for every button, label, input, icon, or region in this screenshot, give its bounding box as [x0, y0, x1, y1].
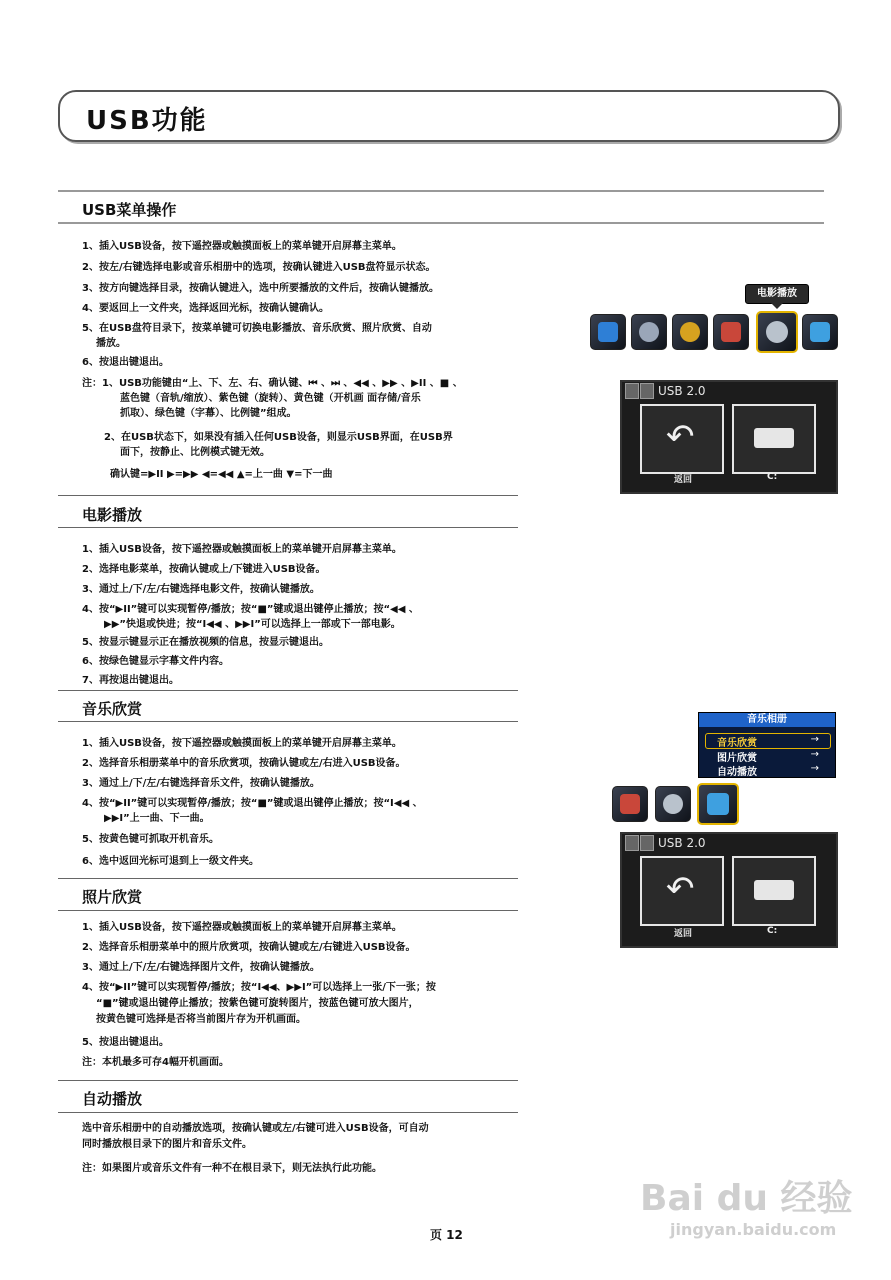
- text-line: 1、插入USB设备，按下遥控器或触摸面板上的菜单键开启屏幕主菜单。: [82, 241, 402, 252]
- usb-screen-music: [620, 832, 838, 948]
- text-line: 6、按绿色键显示字幕文件内容。: [82, 656, 229, 667]
- text-line: 4、要返回上一文件夹，选择返回光标，按确认键确认。: [82, 303, 329, 314]
- section-heading-movie: 电影播放: [82, 506, 143, 524]
- baidu-watermark-url: jingyan.baidu.com: [670, 1220, 837, 1239]
- text-line: 6、选中返回光标可退到上一级文件夹。: [82, 856, 259, 867]
- picture-icon[interactable]: [612, 786, 648, 822]
- back-tile[interactable]: [640, 856, 724, 926]
- divider: [58, 910, 518, 911]
- back-label: 返回: [674, 475, 693, 485]
- text-line: 按黄色键可选择是否将当前图片存为开机画面。: [96, 1014, 306, 1025]
- drive-tile[interactable]: [732, 404, 816, 474]
- drive-icon: [754, 428, 794, 448]
- usb-header: USB 2.0: [658, 384, 706, 398]
- page-title-box: [58, 90, 840, 142]
- text-line: 4、按“▶II”键可以实现暂停/播放；按“■”键或退出键停止播放；按“I◀◀ 、: [82, 798, 423, 809]
- arrow-right-icon: →: [810, 734, 819, 745]
- tag-icon: [640, 835, 654, 851]
- key-legend: 确认键=▶II ▶=▶▶ ◀=◀◀ ▲=上一曲 ▼=下一曲: [110, 469, 333, 480]
- menu-item-music[interactable]: 音乐欣赏: [717, 738, 757, 749]
- text-line: 同时播放根目录下的图片和音乐文件。: [82, 1139, 252, 1150]
- tag-icon: [625, 835, 639, 851]
- gear-icon[interactable]: [672, 314, 708, 350]
- text-line: 7、再按退出键退出。: [82, 675, 179, 686]
- tooltip-pointer: [771, 303, 783, 309]
- menu-tooltip: 电影播放: [745, 284, 809, 304]
- drive-icon: [754, 880, 794, 900]
- picture-icon[interactable]: [713, 314, 749, 350]
- divider: [58, 495, 518, 496]
- divider: [58, 222, 824, 224]
- note-line: 注：1、USB功能键由“上、下、左、右、确认键、⏮ 、⏭ 、◀◀ 、▶▶ 、▶II 、■ 、: [82, 378, 463, 389]
- back-label: 返回: [674, 929, 693, 939]
- drive-tile[interactable]: [732, 856, 816, 926]
- photo-album-icon[interactable]: [802, 314, 838, 350]
- divider: [58, 721, 518, 722]
- menu-item-photo[interactable]: 图片欣赏: [717, 753, 757, 764]
- section-heading-music: 音乐欣赏: [82, 700, 143, 718]
- text-line: 1、插入USB设备，按下遥控器或触摸面板上的菜单键开启屏幕主菜单。: [82, 544, 402, 555]
- text-line: 1、插入USB设备，按下遥控器或触摸面板上的菜单键开启屏幕主菜单。: [82, 922, 402, 933]
- back-arrow-icon: ↶: [666, 417, 695, 457]
- divider: [58, 878, 518, 879]
- text-line: 5、按退出键退出。: [82, 1037, 169, 1048]
- tag-icon: [625, 383, 639, 399]
- section-heading-auto: 自动播放: [82, 1090, 143, 1108]
- text-line: 2、选择音乐相册菜单中的照片欣赏项，按确认键或左/右键进入USB设备。: [82, 942, 416, 953]
- film-reel-icon[interactable]: [756, 311, 798, 353]
- text-line: 2、按左/右键选择电影或音乐相册中的选项，按确认键进入USB盘符显示状态。: [82, 262, 436, 273]
- text-line: 3、按方向键选择目录，按确认键进入，选中所要播放的文件后，按确认键播放。: [82, 283, 439, 294]
- text-line: 3、通过上/下/左/右键选择电影文件，按确认键播放。: [82, 584, 320, 595]
- usb-header: USB 2.0: [658, 836, 706, 850]
- text-line: 4、按“▶II”键可以实现暂停/播放；按“I◀◀、▶▶I”可以选择上一张/下一张；按: [82, 982, 436, 993]
- text-line: 5、按显示键显示正在播放视频的信息，按显示键退出。: [82, 637, 329, 648]
- arrow-right-icon: →: [810, 749, 819, 760]
- text-line: 1、插入USB设备，按下遥控器或触摸面板上的菜单键开启屏幕主菜单。: [82, 738, 402, 749]
- divider: [58, 190, 824, 192]
- back-tile[interactable]: [640, 404, 724, 474]
- text-line: 4、按“▶II”键可以实现暂停/播放；按“■”键或退出键停止播放；按“◀◀ 、: [82, 604, 419, 615]
- tv-icon[interactable]: [590, 314, 626, 350]
- usb-screen: [620, 380, 838, 494]
- text-line: ▶▶I”上一曲、下一曲。: [104, 813, 210, 824]
- divider: [58, 527, 518, 528]
- text-line: 6、按退出键退出。: [82, 357, 169, 368]
- text-line: 选中音乐相册中的自动播放选项，按确认键或左/右键可进入USB设备，可自动: [82, 1123, 429, 1134]
- text-line: “■”键或退出键停止播放；按紫色键可旋转图片，按蓝色键可放大图片，: [96, 998, 419, 1009]
- text-line: 5、按黄色键可抓取开机音乐。: [82, 834, 219, 845]
- back-arrow-icon: ↶: [666, 869, 695, 909]
- text-line: 5、在USB盘符目录下，按菜单键可切换电影播放、音乐欣赏、照片欣赏、自动: [82, 323, 432, 334]
- drive-label: C:: [767, 926, 778, 936]
- music-menu-title: 音乐相册: [699, 713, 835, 727]
- divider: [58, 690, 518, 691]
- note-line: 注：如果图片或音乐文件有一种不在根目录下，则无法执行此功能。: [82, 1163, 382, 1174]
- page-number: 页 12: [430, 1228, 463, 1242]
- text-line: 播放。: [96, 338, 126, 349]
- tag-icon: [640, 383, 654, 399]
- note-line: 面下，按静止、比例模式键无效。: [120, 447, 270, 458]
- section-heading-photo: 照片欣赏: [82, 888, 143, 906]
- text-line: 2、选择电影菜单，按确认键或上/下键进入USB设备。: [82, 564, 326, 575]
- note-line: 2、在USB状态下，如果没有插入任何USB设备，则显示USB界面，在USB界: [104, 432, 453, 443]
- text-line: 3、通过上/下/左/右键选择音乐文件，按确认键播放。: [82, 778, 320, 789]
- photo-album-icon[interactable]: [697, 783, 739, 825]
- note-line: 抓取）、绿色键（字幕）、比例键”组成。: [120, 408, 297, 419]
- section-heading-usb-menu: USB菜单操作: [82, 201, 177, 219]
- text-line: 2、选择音乐相册菜单中的音乐欣赏项，按确认键或左/右进入USB设备。: [82, 758, 406, 769]
- divider: [58, 1080, 518, 1081]
- note-line: 蓝色键（音轨/缩放）、紫色键（旋转）、黄色键（开机画 面存储/音乐: [120, 393, 421, 404]
- menu-item-auto[interactable]: 自动播放: [717, 767, 757, 778]
- note-line: 注：本机最多可存4幅开机画面。: [82, 1057, 229, 1068]
- arrow-right-icon: →: [810, 763, 819, 774]
- text-line: ▶▶”快退或快进；按“I◀◀ 、▶▶I”可以选择上一部或下一部电影。: [104, 619, 401, 630]
- film-reel-icon[interactable]: [655, 786, 691, 822]
- speaker-icon[interactable]: [631, 314, 667, 350]
- page-title: USB功能: [86, 106, 208, 136]
- baidu-watermark-logo: Bai du 经验: [640, 1178, 853, 1219]
- drive-label: C:: [767, 472, 778, 482]
- text-line: 3、通过上/下/左/右键选择图片文件，按确认键播放。: [82, 962, 320, 973]
- divider: [58, 1112, 518, 1113]
- music-album-menu: [698, 712, 836, 778]
